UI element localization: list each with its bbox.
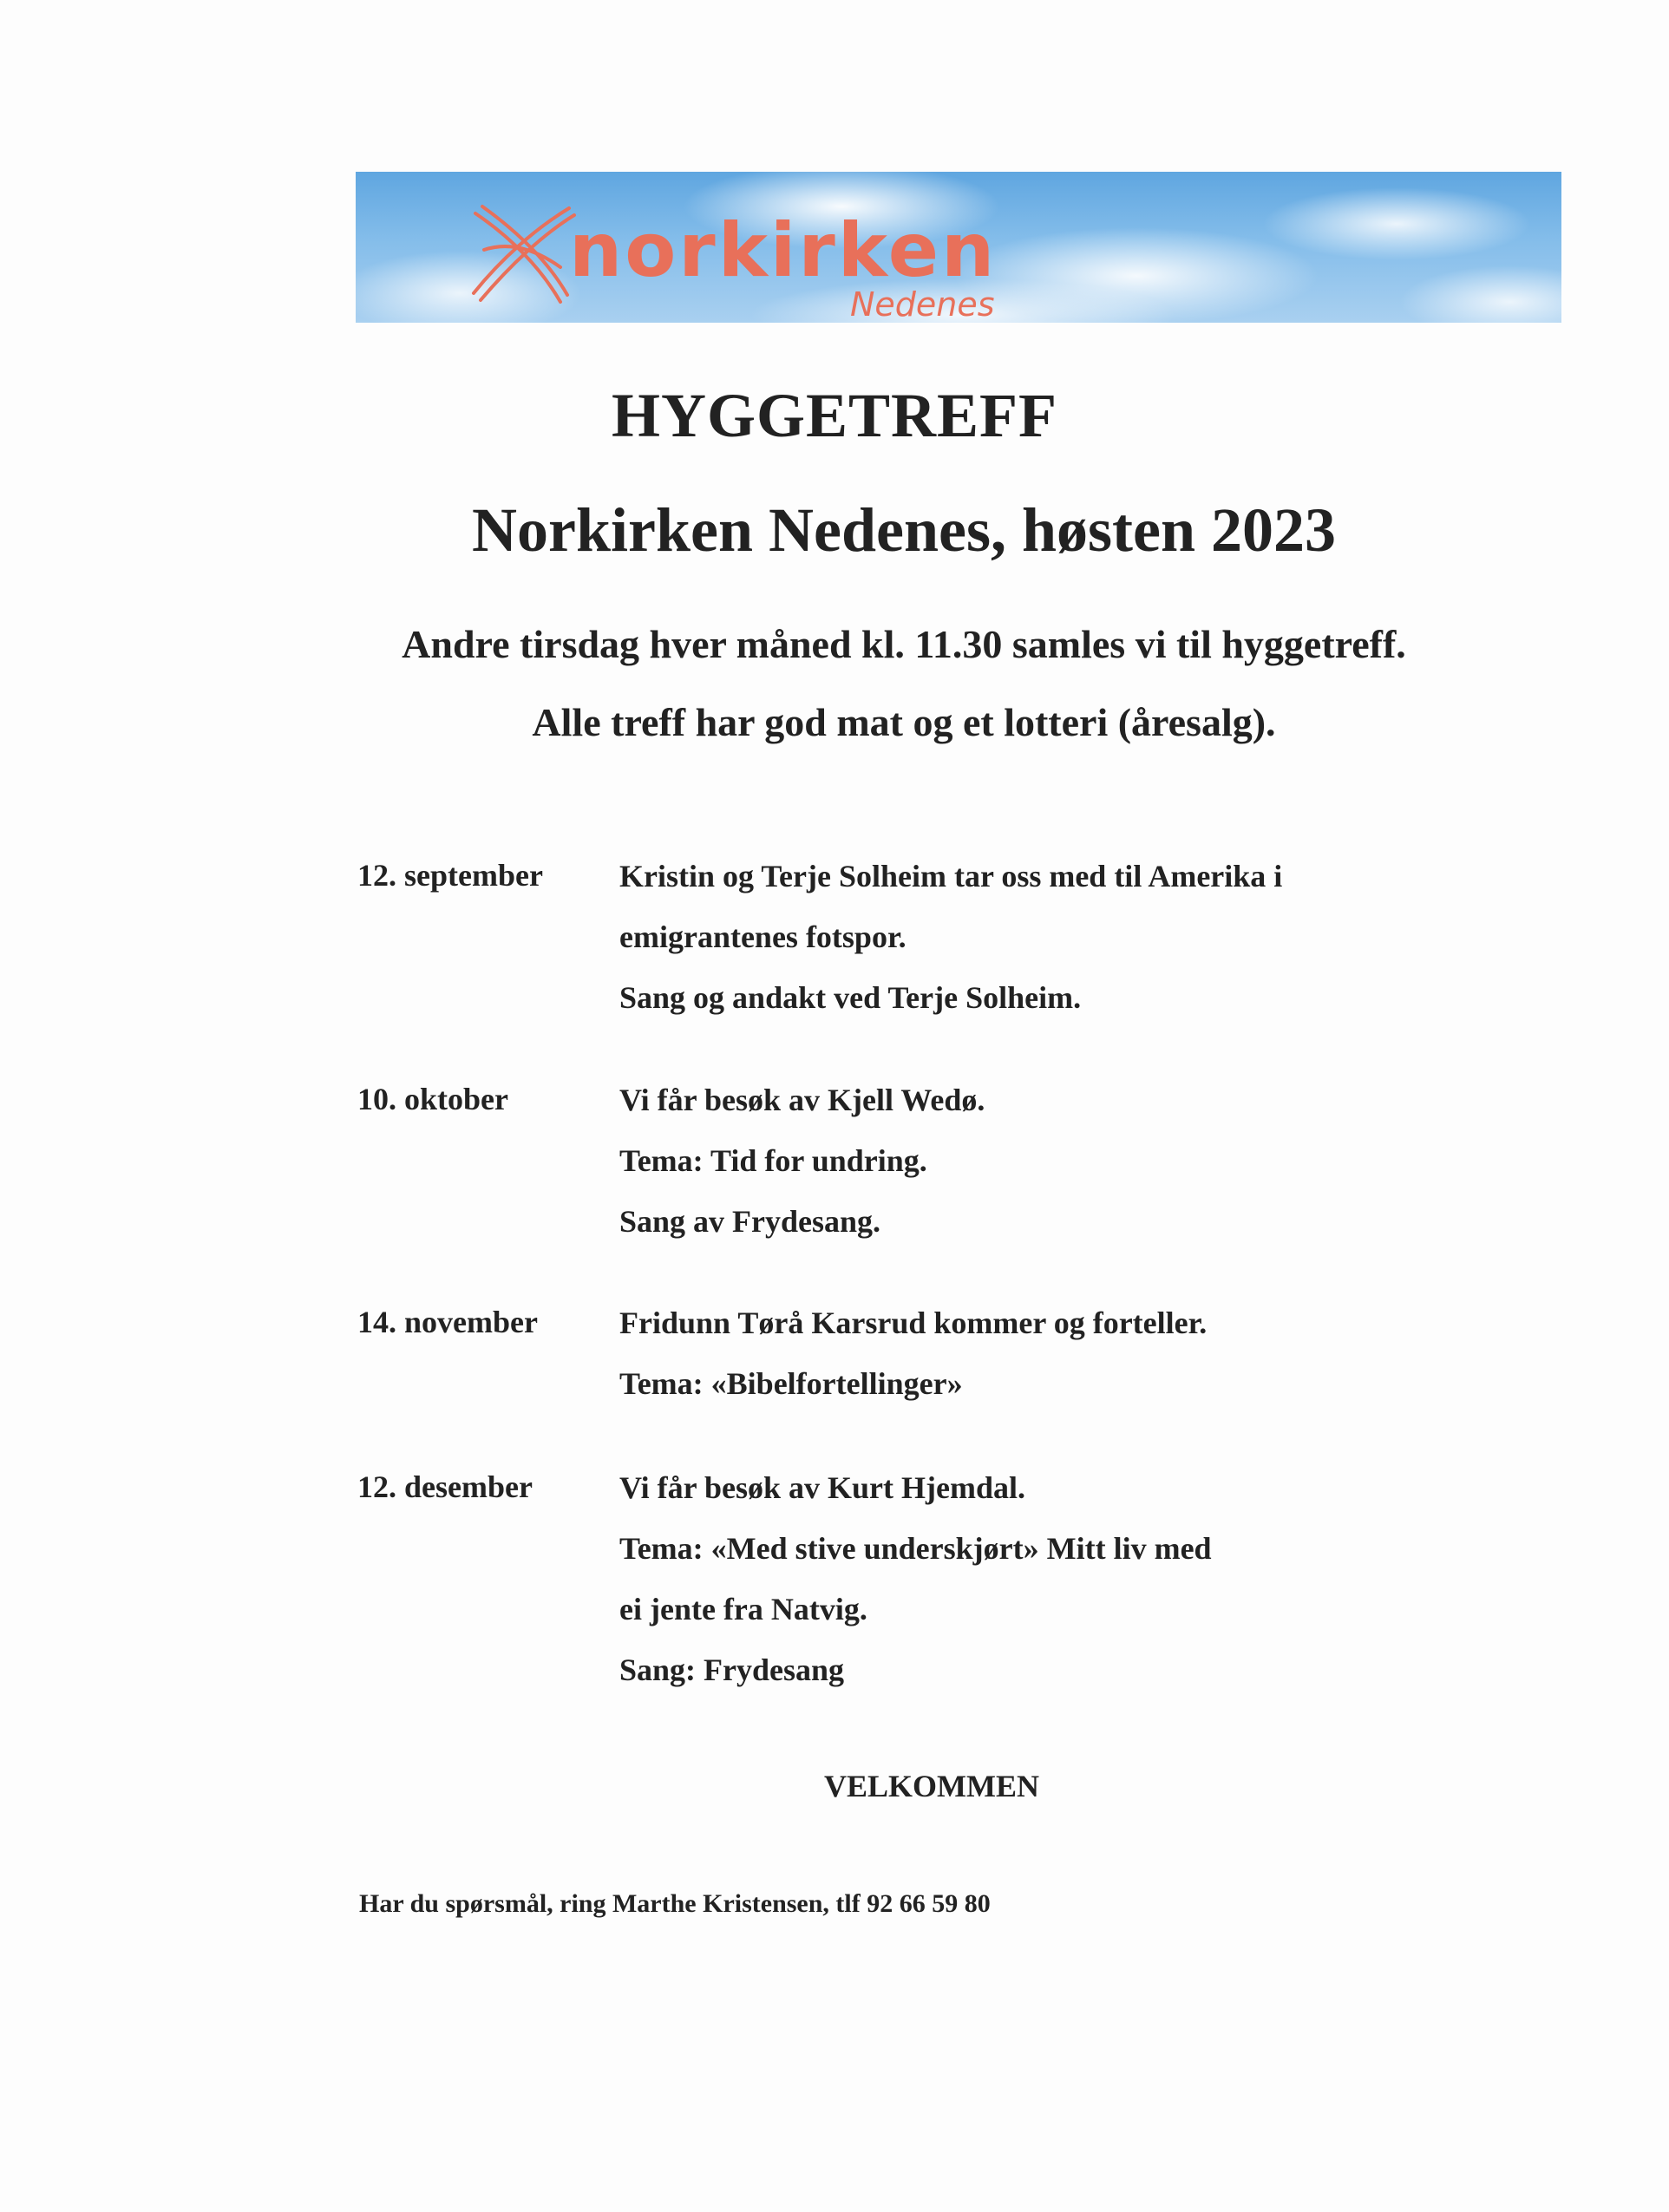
header-banner xyxy=(356,172,1561,323)
event-description xyxy=(619,1304,1487,1425)
event-description xyxy=(619,1469,1487,1711)
norkirken-logo xyxy=(458,189,1065,319)
page-title: HYGGETREFF xyxy=(611,381,1058,450)
welcome-text: VELKOMMEN xyxy=(824,1769,1039,1803)
event-line: ei jente fra Natvig. xyxy=(619,1592,867,1626)
event-line: Tema: «Med stive underskjørt» Mitt liv med xyxy=(619,1531,1212,1566)
event-line: emigrantenes fotspor. xyxy=(619,919,906,954)
event-line: Sang: Frydesang xyxy=(619,1652,845,1687)
event-line: Tema: Tid for undring. xyxy=(619,1143,927,1178)
event-description xyxy=(619,1081,1487,1263)
page-subtitle: Norkirken Nedenes, høsten 2023 xyxy=(471,495,1336,565)
event-date: 12. september xyxy=(357,858,543,893)
event-line: Vi får besøk av Kjell Wedø. xyxy=(619,1083,985,1117)
event-line: Vi får besøk av Kurt Hjemdal. xyxy=(619,1470,1025,1505)
event-line: Kristin og Terje Solheim tar oss med til Amerika i xyxy=(619,859,1283,893)
event-date: 10. oktober xyxy=(357,1082,508,1116)
event-description xyxy=(619,857,1487,1039)
event-line: Fridunn Tørå Karsrud kommer og forteller. xyxy=(619,1306,1208,1340)
event-line: Tema: «Bibelfortellinger» xyxy=(619,1366,963,1401)
event-line: Sang og andakt ved Terje Solheim. xyxy=(619,980,1082,1015)
logo-subtext: Nedenes xyxy=(850,285,995,319)
logo-wordmark: norkirken xyxy=(569,207,998,294)
norkirken-cross-icon xyxy=(474,206,574,302)
contact-info: Har du spørsmål, ring Marthe Kristensen, tlf 92 66 59 80 xyxy=(359,1889,991,1918)
intro-line: Andre tirsdag hver måned kl. 11.30 samles vi til hyggetreff. xyxy=(402,622,1406,666)
event-line: Sang av Frydesang. xyxy=(619,1204,881,1239)
event-date: 14. november xyxy=(357,1305,538,1339)
intro-line: Alle treff har god mat og et lotteri (åresalg). xyxy=(532,700,1276,744)
event-date: 12. desember xyxy=(357,1469,533,1504)
